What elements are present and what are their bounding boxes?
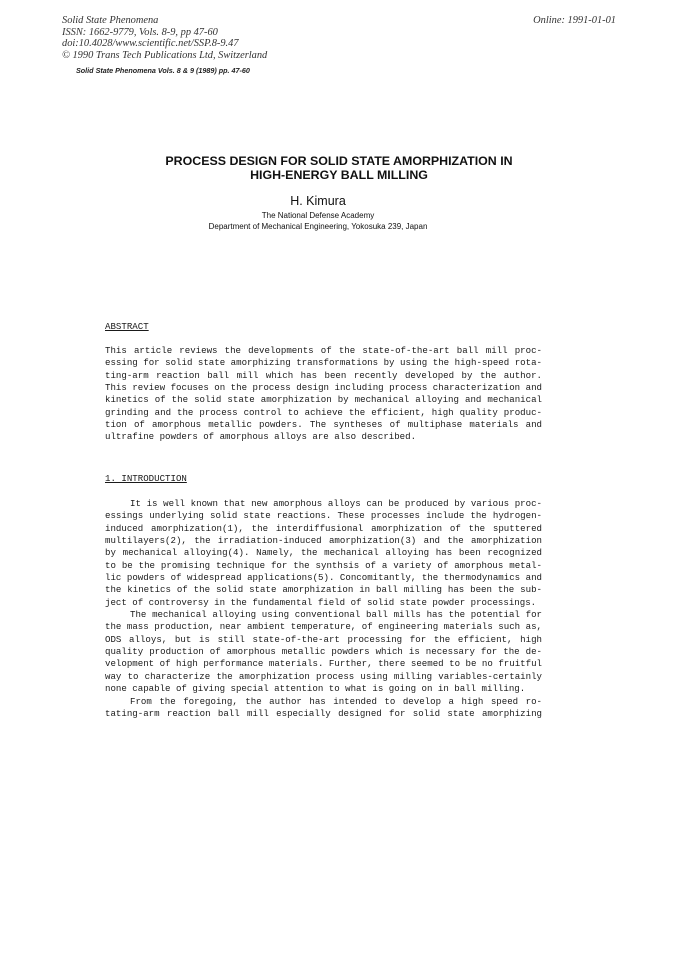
intro-line: by mechanical alloying(4). Namely, the mechanical alloying has been recognized — [105, 547, 542, 559]
abstract-line: This review focuses on the process design including process characterization and — [105, 382, 542, 394]
journal-reference: Solid State Phenomena Vols. 8 & 9 (1989) pp. 47-60 — [76, 66, 250, 75]
issn-line: ISSN: 1662-9779, Vols. 8-9, pp 47-60 — [62, 26, 218, 38]
intro-line: From the foregoing, the author has intended to develop a high speed ro- — [130, 695, 542, 707]
intro-line: velopment of high performance materials. Further, there seemed to be no fruitful — [105, 658, 542, 670]
intro-line: It is well known that new amorphous alloys can be produced by various proc- — [130, 498, 542, 509]
intro-line: tating-arm reaction ball mill especially designed for solid state amorphizing — [105, 707, 542, 719]
title-line-2: HIGH-ENERGY BALL MILLING — [250, 167, 428, 182]
affiliation — [0, 211, 636, 232]
abstract-line: kinetics of the solid state amorphization by mechanical alloying and mechanical — [105, 394, 542, 406]
intro-line: induced amorphization(1), the interdiffusional amorphization of the sputtered — [105, 522, 542, 534]
affiliation-line-1: The National Defense Academy — [261, 211, 375, 220]
intro-line: the kinetics of the solid state amorphization in ball milling has been the sub- — [105, 584, 542, 596]
intro-line: essings underlying solid state reactions. These processes include the hydrogen- — [105, 510, 542, 522]
abstract-line: grinding and the process control to achieve the efficient, high quality produc- — [105, 406, 542, 418]
intro-line: the mass production, near ambient temperature, of engineering materials such as, — [105, 621, 542, 633]
introduction-body — [105, 498, 542, 720]
abstract-body — [105, 345, 542, 444]
journal-name: Solid State Phenomena — [62, 15, 159, 26]
doi-line: doi:10.4028/www.scientific.net/SSP.8-9.47 — [62, 38, 239, 50]
intro-line: to be the promising technique for the synthsis of a variety of amorphous metal- — [105, 559, 542, 571]
paper-title — [0, 155, 678, 182]
abstract-line: tion of amorphous metallic powders. The syntheses of multiphase materials and — [105, 419, 542, 431]
intro-line: The mechanical alloying using conventional ball mills has the potential for — [130, 609, 542, 621]
abstract-line: This article reviews the developments of the state-of-the-art ball mill proc- — [105, 345, 542, 356]
abstract-line: ultrafine powders of amorphous alloys are also described. — [105, 431, 417, 443]
intro-line: multilayers(2), the irradiation-induced amorphization(3) and the amorphization — [105, 535, 542, 547]
publication-info — [62, 15, 267, 61]
author-name: H. Kimura — [290, 194, 346, 208]
copyright-line: © 1990 Trans Tech Publications Ltd, Switzerland — [62, 49, 268, 61]
intro-line: ODS alloys, but is still state-of-the-art processing for the efficient, high — [105, 633, 542, 645]
abstract-line: essing for solid state amorphizing transformations by using the high-speed rota- — [105, 357, 542, 369]
intro-line: quality production of amorphous metallic powders which is necessary for the de- — [105, 646, 542, 658]
introduction-heading: 1. INTRODUCTION — [105, 473, 187, 484]
abstract-heading: ABSTRACT — [105, 321, 149, 332]
intro-line: ject of controversy in the fundamental field of solid state powder processings. — [105, 596, 537, 608]
title-line-1: PROCESS DESIGN FOR SOLID STATE AMORPHIZATION IN — [165, 154, 513, 168]
abstract-line: ting-arm reaction ball mill which has been recently developed by the author. — [105, 369, 542, 381]
intro-line: way to characterize the amorphization process using milling variables-certainly — [105, 670, 542, 682]
intro-line: none capable of giving special attention to what is going on in ball milling. — [105, 683, 526, 695]
affiliation-line-2: Department of Mechanical Engineering, Yokosuka 239, Japan — [208, 221, 428, 231]
online-date: Online: 1991-01-01 — [533, 15, 616, 26]
intro-line: lic powders of widespread applications(5). Concomitantly, the thermodynamics and — [105, 572, 542, 584]
